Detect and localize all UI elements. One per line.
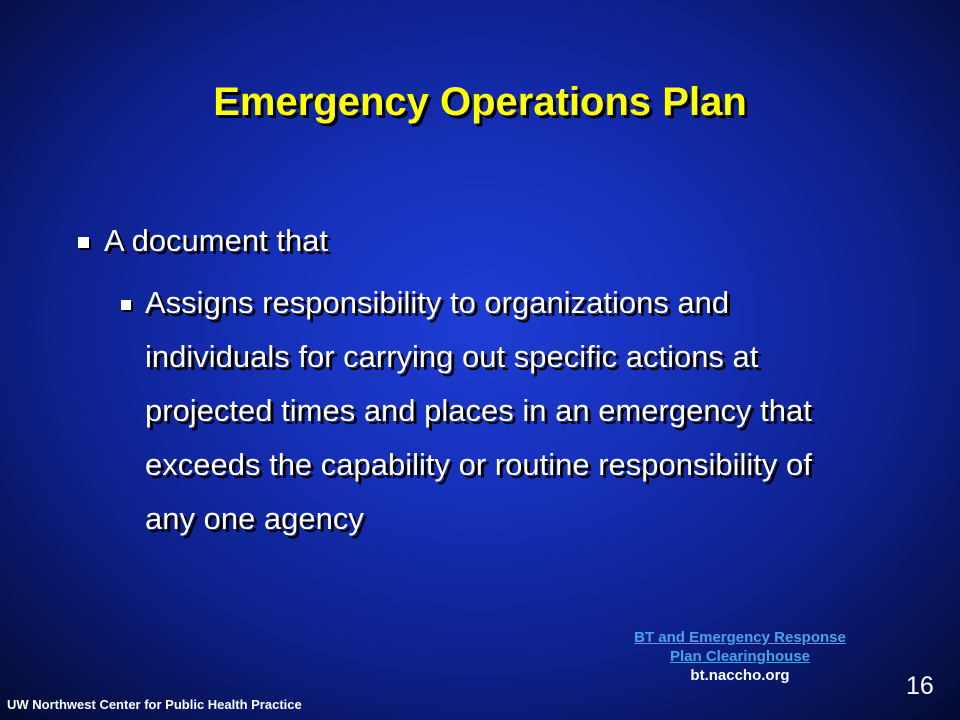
square-bullet-icon (121, 300, 131, 310)
bullet-item (78, 214, 878, 268)
clearinghouse-reference (580, 628, 900, 685)
sub-bullet-item (121, 276, 861, 546)
clearinghouse-link-line-1[interactable]: BT and Emergency Response (634, 629, 846, 646)
page-number: 16 (906, 672, 934, 700)
sub-bullet-text: Assigns responsibility to organizations and individuals for carrying out specific actions at projected times and places in an emergency that exceeds the capability or routine responsibility of any one agency (145, 285, 812, 536)
website-text: bt.naccho.org (690, 667, 790, 684)
slide-title: Emergency Operations Plan (213, 80, 747, 124)
footer-organization: UW Northwest Center for Public Health Practice (7, 697, 302, 712)
bullet-text: A document that (104, 223, 329, 258)
square-bullet-icon (78, 237, 89, 248)
clearinghouse-link-line-2[interactable]: Plan Clearinghouse (669, 648, 811, 665)
